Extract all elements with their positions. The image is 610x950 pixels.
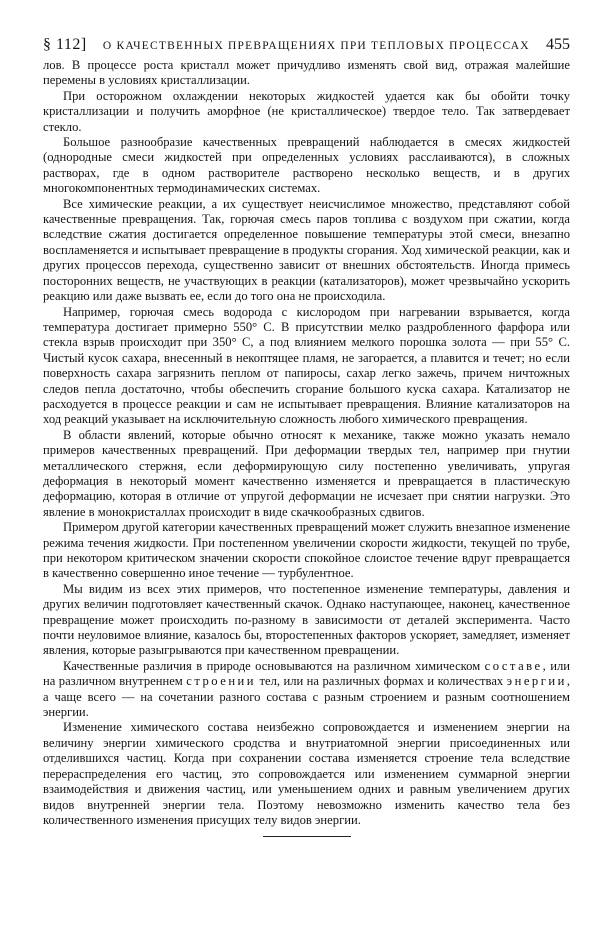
spaced-word: составе [484, 658, 543, 673]
text-run: тел, или на различных формах и количествах [259, 674, 504, 689]
text-run: , или на различном внутреннем [43, 658, 571, 689]
section-number: § 112] [43, 36, 87, 53]
text-run: Качественные различия в природе основываются на различном химическом [63, 658, 481, 673]
spaced-word: строении [186, 674, 257, 689]
paragraph: Примером другой категории качественных превращений может служить внезапное изменение режима течения жидкости. При постепенном увеличении скорости жидкости, текущей по трубе, при некотором критическом значении скорости спокойное слоистое течение вдруг превращается в качественно совершенно иное течение — турбулентное. [43, 520, 570, 581]
end-rule [263, 836, 351, 837]
paragraph: Мы видим из всех этих примеров, что постепенное изменение температуры, давления и других величин подготовляет качественный скачок. Однако наступающее, наконец, качественное превращение может происходить по-разному в зависимости от деталей эксперимента. Часто почти неуловимое влияние, казалось бы, второстепенных факторов ускоряет, замедляет, изменяет явления, которые разыгрываются при качественном превращении. [43, 581, 570, 658]
paragraph: лов. В процессе роста кристалл может причудливо изменять свой вид, отражая малейшие перемены в условиях кристаллизации. [43, 58, 570, 88]
paragraph: Все химические реакции, а их существует неисчислимое множество, представляют собой качественные превращения. Так, горючая смесь паров топлива с воздухом при сжатии, когда вследствие сжатия достигается определенное повышение температуры этой смеси, внезапно воспламеняется и испытывает превращение в продукты сгорания. Ход химической реакции, как и других процессов перехода, существенно зависит от внешних обстоятельств. Иногда примесь посторонних веществ, не участвующих в реакции (катализаторов), может чрезвычайно ускорить реакцию или даже вызвать ее, если до того она не происходила. [43, 196, 570, 304]
paragraph: Например, горючая смесь водорода с кислородом при нагревании взрывается, когда температура достигает примерно 550° С. В присутствии мелко раздробленного фарфора или стекла взрыв происходит при 350° С, а под влиянием мелкого порошка золота — при 55° С. Чистый кусок сахара, внесенный в некоптящее пламя, не загорается, а плавится и течет; но если поверхность сахара загрязнить пеплом от папиросы, сахар легко зажечь, причем ничтожных следов пепла достаточно, чтобы обеспечить сгорание большого куска сахара. Катализатор не расходуется в процессе реакции и сам не испытывает превращения. Влияние катализаторов на ход реакций указывает на исключительную сложность любого химического превращения. [43, 304, 570, 427]
paragraph-spaced [43, 659, 570, 721]
page-number: 455 [545, 36, 570, 53]
paragraph: Большое разнообразие качественных превращений наблюдается в смесях жидкостей (однородные смеси жидкостей при определенных условиях расслаиваются), в сложных растворах, где в одном растворителе растворено несколько веществ, и в других многокомпонентных термодинамических системах. [43, 135, 570, 196]
text-run: , а чаще всего — на сочетании разного состава с разным строением и разным соотношением энергии. [43, 674, 571, 720]
running-header [43, 36, 570, 54]
running-title: О КАЧЕСТВЕННЫХ ПРЕВРАЩЕНИЯХ ПРИ ТЕПЛОВЫХ ПРОЦЕССАХ [102, 40, 530, 52]
paragraph: При осторожном охлаждении некоторых жидкостей удается как бы обойти точку кристаллизации и получить аморфное (не кристаллическое) твердое тело. Так затвердевает стекло. [43, 88, 570, 134]
body-text [43, 58, 570, 828]
paragraph: В области явлений, которые обычно относят к механике, также можно указать немало примеров качественных превращений. При деформации твердых тел, например при гнутии металлического стержня, если деформирующую силу постепенно увеличивать, упругая деформация в некоторый момент качественно изменяется и превращается в пластическую деформацию, которая в отличие от упругой деформации не исчезает при снятии нагрузки. Это явление в монокристаллах происходит в виде скачкообразных сдвигов. [43, 427, 570, 519]
paragraph: Изменение химического состава неизбежно сопровождается и изменением энергии на величину энергии химического сродства и внутриатомной энергии присоединенных или отделившихся частиц. Когда при сохранении состава изменяется строение тела вследствие перераспределения его частиц, это сопровождается или изменением суммарной энергии взаимодействия и движения частиц, или уменьшением одних и равным увеличением других видов внутренней энергии тела. Поэтому невозможно изменить качество тела без количественного изменения присущих телу видов энергии. [43, 720, 570, 827]
spaced-word: энергии [506, 674, 567, 689]
